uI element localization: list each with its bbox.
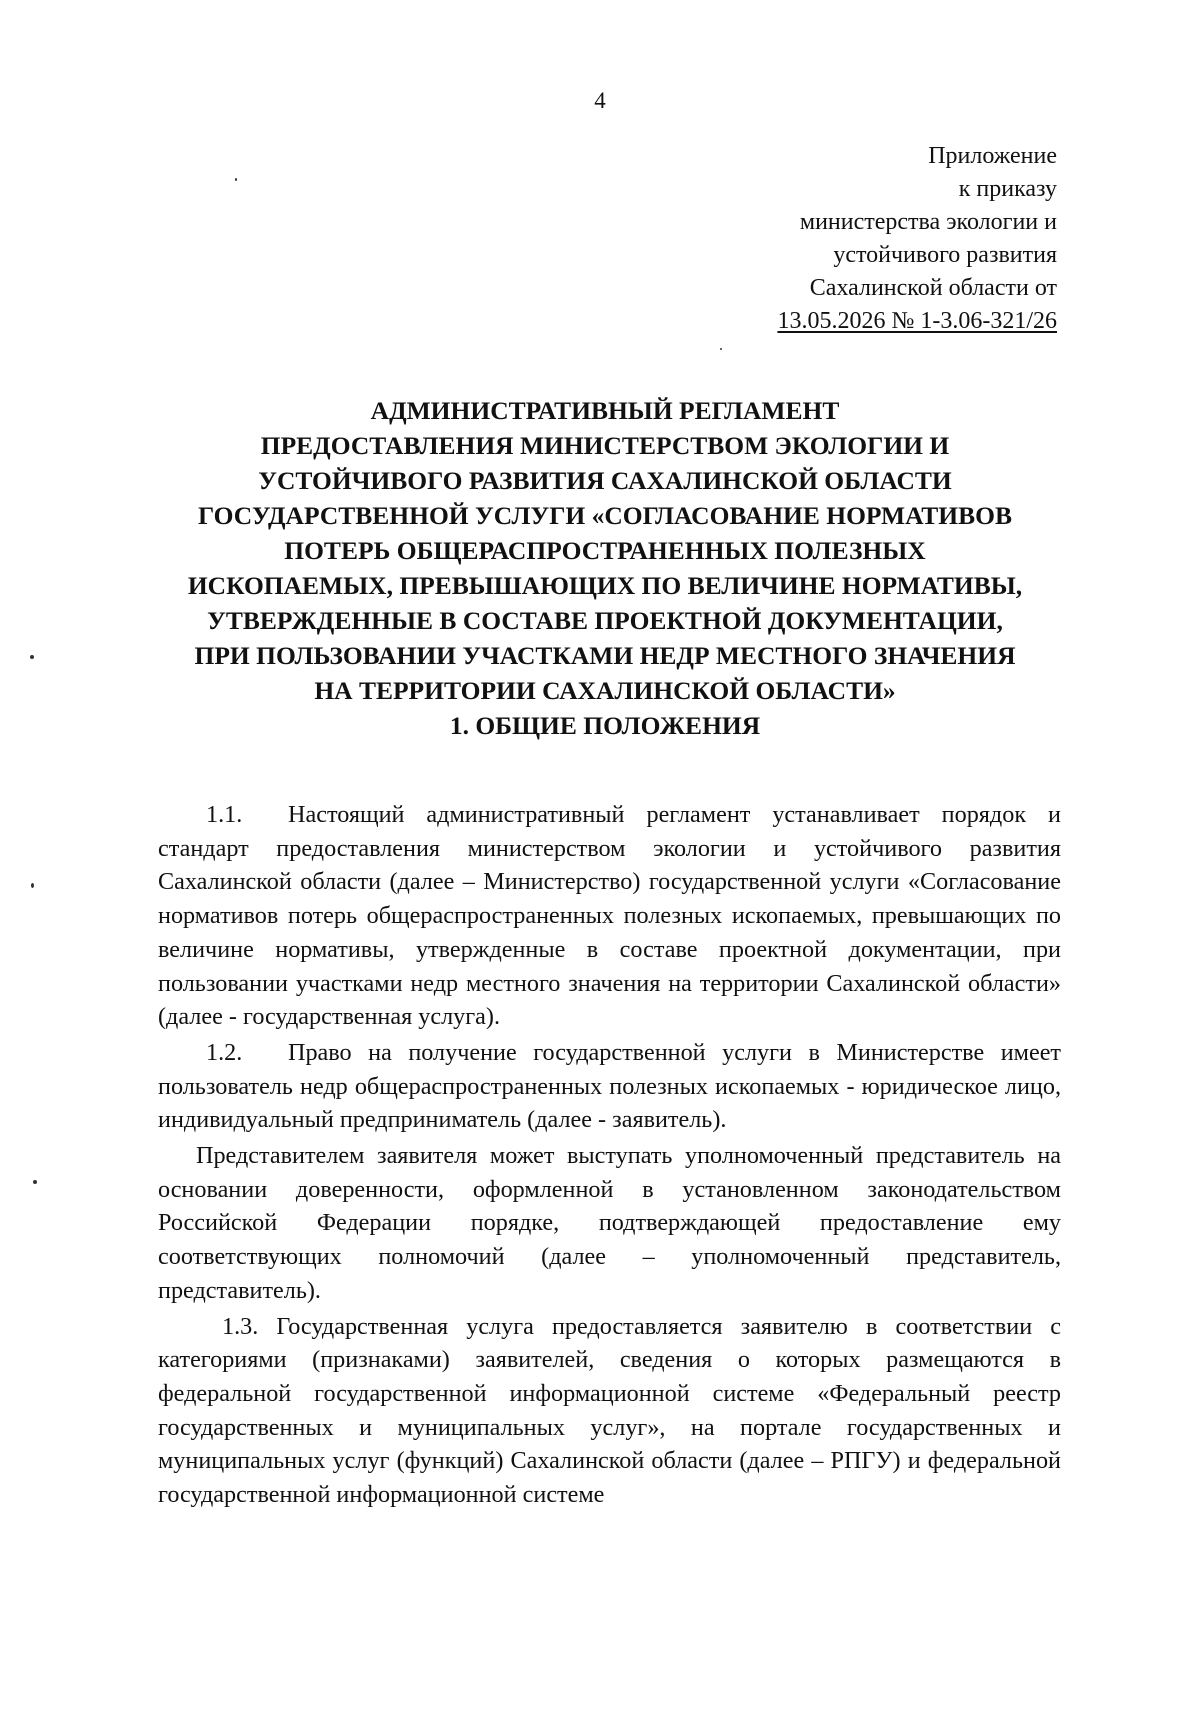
title-line: УТВЕРЖДЕННЫЕ В СОСТАВЕ ПРОЕКТНОЙ ДОКУМЕНТАЦИИ,	[207, 606, 1003, 635]
appendix-line: Приложение	[928, 143, 1057, 169]
title-line: ПРЕДОСТАВЛЕНИЯ МИНИСТЕРСТВОМ ЭКОЛОГИИ И	[260, 431, 950, 460]
appendix-line: устойчивого развития	[833, 242, 1057, 268]
order-reference: 13.05.2026 № 1-3.06-321/26	[777, 308, 1057, 334]
section-heading: 1. ОБЩИЕ ПОЛОЖЕНИЯ	[449, 711, 761, 740]
paragraph-text: Настоящий административный регламент устанавливает порядок и стандарт предоставления министерством экологии и устойчивого развития Сахалинской области (далее – Министерство) государственной услуги «Согласование нормативов потерь общераспространенных полезных ископаемых, превышающих по величине нормативы, утвержденные в составе проектной документации, при пользовании участками недр местного значения на территории Сахалинской области» (далее - государственная услуга).	[158, 801, 1061, 1031]
paragraph-text: Представителем заявителя может выступать уполномоченный представитель на основании доверенности, оформленной в установленном законодательством Российской Федерации порядке, подтверждающей предоставление ему соответствующих полномочий (далее – уполномоченный представитель, представитель).	[158, 1142, 1061, 1304]
document-body	[158, 798, 1061, 1512]
paragraph	[158, 798, 1061, 1034]
title-line: ПРИ ПОЛЬЗОВАНИИ УЧАСТКАМИ НЕДР МЕСТНОГО ЗНАЧЕНИЯ	[194, 641, 1016, 670]
paragraph	[158, 1036, 1061, 1137]
title-line: АДМИНИСТРАТИВНЫЙ РЕГЛАМЕНТ	[370, 396, 840, 425]
document-title	[140, 393, 1070, 743]
paragraph-text: Право на получение государственной услуги в Министерстве имеет пользователь недр общераспространенных полезных ископаемых - юридическое лицо, индивидуальный предприниматель (далее - заявитель).	[158, 1038, 1061, 1134]
title-line: ИСКОПАЕМЫХ, ПРЕВЫШАЮЩИХ ПО ВЕЛИЧИНЕ НОРМАТИВЫ,	[187, 571, 1023, 600]
paragraph-number: 1.2.	[206, 1038, 243, 1066]
title-line: НА ТЕРРИТОРИИ САХАЛИНСКОЙ ОБЛАСТИ»	[314, 676, 896, 705]
appendix-block	[637, 140, 1057, 338]
title-line: ПОТЕРЬ ОБЩЕРАСПРОСТРАНЕННЫХ ПОЛЕЗНЫХ	[284, 536, 926, 565]
paragraph	[158, 1310, 1061, 1512]
appendix-line: Сахалинской области от	[809, 275, 1057, 301]
paragraph-number: 1.1.	[206, 801, 243, 828]
paragraph	[158, 1139, 1061, 1308]
appendix-line: министерства экологии и	[799, 209, 1057, 235]
paragraph-text: 1.3. Государственная услуга предоставляется заявителю в соответствии с категориями (признаками) заявителей, сведения о которых размещаются в федеральной государственной информационной системе «Федеральный реестр государственных и муниципальных услуг», на портале государственных и муниципальных услуг (функций) Сахалинской области (далее – РПГУ) и федеральной государственной информационной системе	[158, 1312, 1061, 1509]
title-line: ГОСУДАРСТВЕННОЙ УСЛУГИ «СОГЛАСОВАНИЕ НОРМАТИВОВ	[198, 501, 1012, 530]
appendix-line: к приказу	[958, 176, 1057, 202]
title-line: УСТОЙЧИВОГО РАЗВИТИЯ САХАЛИНСКОЙ ОБЛАСТИ	[258, 466, 952, 495]
page-number: 4	[594, 88, 606, 113]
